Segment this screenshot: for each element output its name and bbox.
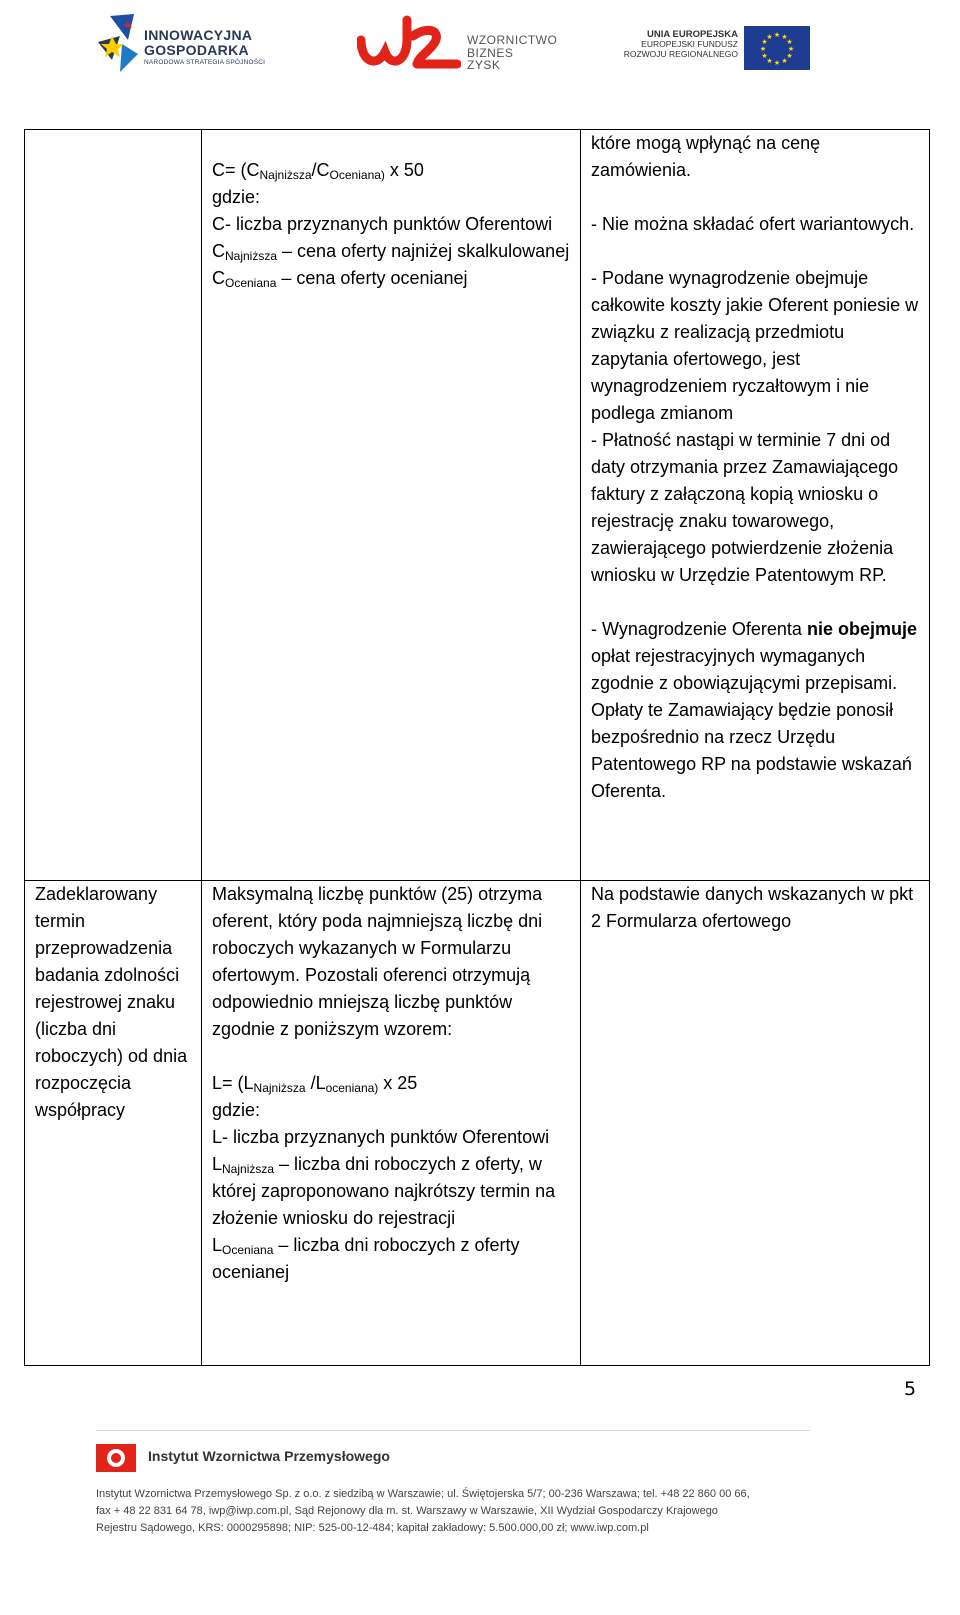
remarks-cell	[581, 881, 930, 1366]
definition-c-lowest	[212, 238, 570, 265]
criteria-table	[24, 129, 930, 1366]
definition-c: C- liczba przyznanych punktów Oferentowi	[212, 214, 553, 234]
formula-part: /C	[311, 160, 330, 180]
remark-text: - Wynagrodzenie Oferenta	[591, 619, 807, 639]
iwp-mark-icon	[96, 1444, 136, 1472]
table-row	[25, 130, 930, 881]
remark-paragraph: Na podstawie danych wskazanych w pkt 2 Formularza ofertowego	[591, 884, 914, 931]
where-label: gdzie:	[212, 1100, 261, 1120]
svg-text:★: ★	[766, 57, 773, 65]
footer-line: fax + 48 22 831 64 78, iwp@iwp.com.pl, Sąd Rejonowy dla m. st. Warszawy w Warszawie, XII Wydział Gospodarczy Krajowego	[96, 1505, 718, 1517]
logo-line: WZORNICTWO	[467, 33, 558, 47]
remark-text: opłat rejestracyjnych wymaganych zgodnie z obowiązującymi przepisami. Opłaty te Zamawiający będzie ponosił bezpośrednio na rzecz Urzędu Patentowego RP na podstawie wskazań Oferenta.	[591, 646, 912, 801]
definition-text: – liczba dni roboczych z oferty ocenianej	[212, 1235, 520, 1282]
price-formula	[212, 157, 570, 184]
remark-paragraph: - Nie można składać ofert wariantowych.	[591, 214, 915, 234]
symbol-subscript: Najniższa	[225, 249, 278, 263]
remark-emphasis: nie obejmuje	[806, 619, 917, 639]
criterion-name: Zadeklarowany termin przeprowadzenia badania zdolności rejestrowej znaku (liczba dni roboczych) od dnia rozpoczęcia współpracy	[35, 884, 188, 1120]
formula-subscript: Najniższa	[259, 168, 312, 182]
eu-flag-icon	[744, 26, 810, 70]
footer-address	[96, 1486, 826, 1537]
symbol-subscript: Najniższa	[222, 1162, 275, 1176]
logo-line: NARODOWA STRATEGIA SPÓJNOŚCI	[144, 59, 266, 66]
footer-line: Instytut Wzornictwa Przemysłowego Sp. z o.o. z siedzibą w Warszawie; ul. Świętojerska 5/7; 00-236 Warszawa; tel. +48 22 860 00 66,	[96, 1488, 750, 1500]
definition-l: L- liczba przyznanych punktów Oferentowi	[212, 1127, 550, 1147]
formula-part: L= (L	[212, 1073, 254, 1093]
scoring-intro: Maksymalną liczbę punktów (25) otrzyma oferent, który poda najmniejszą liczbę dni roboczych wykazanych w Formularzu ofertowym. Pozostali oferenci otrzymują odpowiednio mniejszą liczbę punktów zgodnie z poniższym wzorem:	[212, 884, 543, 1039]
svg-text:★: ★	[786, 52, 793, 60]
star-emblem-icon	[98, 14, 138, 74]
definition-text: – liczba dni roboczych z oferty, w której zaproponowano najkrótszy termin na złożenie wniosku do rejestracji	[212, 1154, 556, 1228]
logo-line: BIZNES	[467, 45, 514, 60]
eu-erdf-logo	[620, 26, 820, 72]
svg-text:★: ★	[773, 31, 781, 39]
formula-part: /L	[305, 1073, 326, 1093]
table-row	[25, 881, 930, 1366]
logo-line: GOSPODARKA	[144, 42, 249, 58]
formula-part: x 25	[378, 1073, 418, 1093]
formula-subscript: Oceniana)	[329, 168, 385, 182]
remark-paragraph: które mogą wpłynąć na cenę zamówienia.	[591, 133, 821, 180]
definition-c-evaluated	[212, 265, 570, 292]
days-formula	[212, 1070, 570, 1097]
svg-text:★: ★	[781, 57, 788, 65]
symbol: L	[212, 1154, 223, 1174]
logo-line: UNIA EUROPEJSKA	[647, 29, 738, 40]
symbol-subscript: Oceniana	[225, 276, 277, 290]
remark-paragraph	[591, 616, 919, 805]
svg-text:★: ★	[786, 38, 793, 46]
criterion-name-cell	[25, 881, 202, 1366]
logo-line: INNOWACYJNA	[144, 27, 253, 43]
svg-text:★: ★	[781, 33, 788, 41]
institute-name: Instytut Wzornictwa Przemysłowego	[148, 1448, 390, 1464]
wzornictwo-biznes-zysk-logo	[357, 12, 557, 72]
logo-line: EUROPEJSKI FUNDUSZ	[641, 39, 738, 50]
formula-part: x 50	[384, 160, 424, 180]
remark-paragraph: - Płatność nastąpi w terminie 7 dni od daty otrzymania przez Zamawiającego faktury z załączoną kopią wniosku o rejestrację znaku towarowego, zawierającego potwierdzenie złożenia wniosku w Urzędzie Patentowym RP.	[591, 430, 899, 585]
page-number: 5	[904, 1378, 917, 1400]
svg-text:★: ★	[761, 38, 768, 46]
svg-text:★: ★	[759, 45, 767, 53]
remarks-cell	[581, 130, 930, 881]
symbol: C	[212, 268, 225, 288]
definition-text: – cena oferty najniżej skalkulowanej	[277, 241, 570, 261]
svg-text:★: ★	[761, 52, 768, 60]
definition-text: – cena oferty ocenianej	[276, 268, 468, 288]
symbol: L	[212, 1235, 223, 1255]
formula-part: C= (C	[212, 160, 260, 180]
logo-line: ROZWOJU REGIONALNEGO	[623, 48, 738, 59]
svg-text:★: ★	[787, 45, 795, 53]
footer-line: Rejestru Sądowego, KRS: 0000295898; NIP: 525-00-12-484; kapitał zakładowy: 5.500.000,00 zł; www.iwp.com.pl	[96, 1522, 649, 1534]
footer-divider	[96, 1430, 810, 1431]
definition-l-lowest	[212, 1151, 570, 1232]
logo-line: ZYSK	[467, 58, 501, 73]
criterion-name-cell	[25, 130, 202, 881]
svg-text:★: ★	[773, 59, 781, 67]
symbol: C	[212, 241, 225, 261]
wbz-mark-icon	[357, 12, 461, 72]
scoring-method-cell	[202, 130, 581, 881]
svg-text:★: ★	[766, 33, 773, 41]
definition-l-evaluated	[212, 1232, 570, 1286]
formula-subscript: oceniana)	[325, 1081, 379, 1095]
remark-paragraph: - Podane wynagrodzenie obejmuje całkowite koszty jakie Oferent poniesie w związku z realizacją przedmiotu zapytania ofertowego, jest wynagrodzeniem ryczałtowym i nie podlega zmianom	[591, 268, 919, 423]
innowacyjna-gospodarka-logo	[98, 14, 278, 74]
where-label: gdzie:	[212, 187, 261, 207]
formula-subscript: Najniższa	[253, 1081, 306, 1095]
symbol-subscript: Oceniana	[222, 1243, 274, 1257]
scoring-method-cell	[202, 881, 581, 1366]
